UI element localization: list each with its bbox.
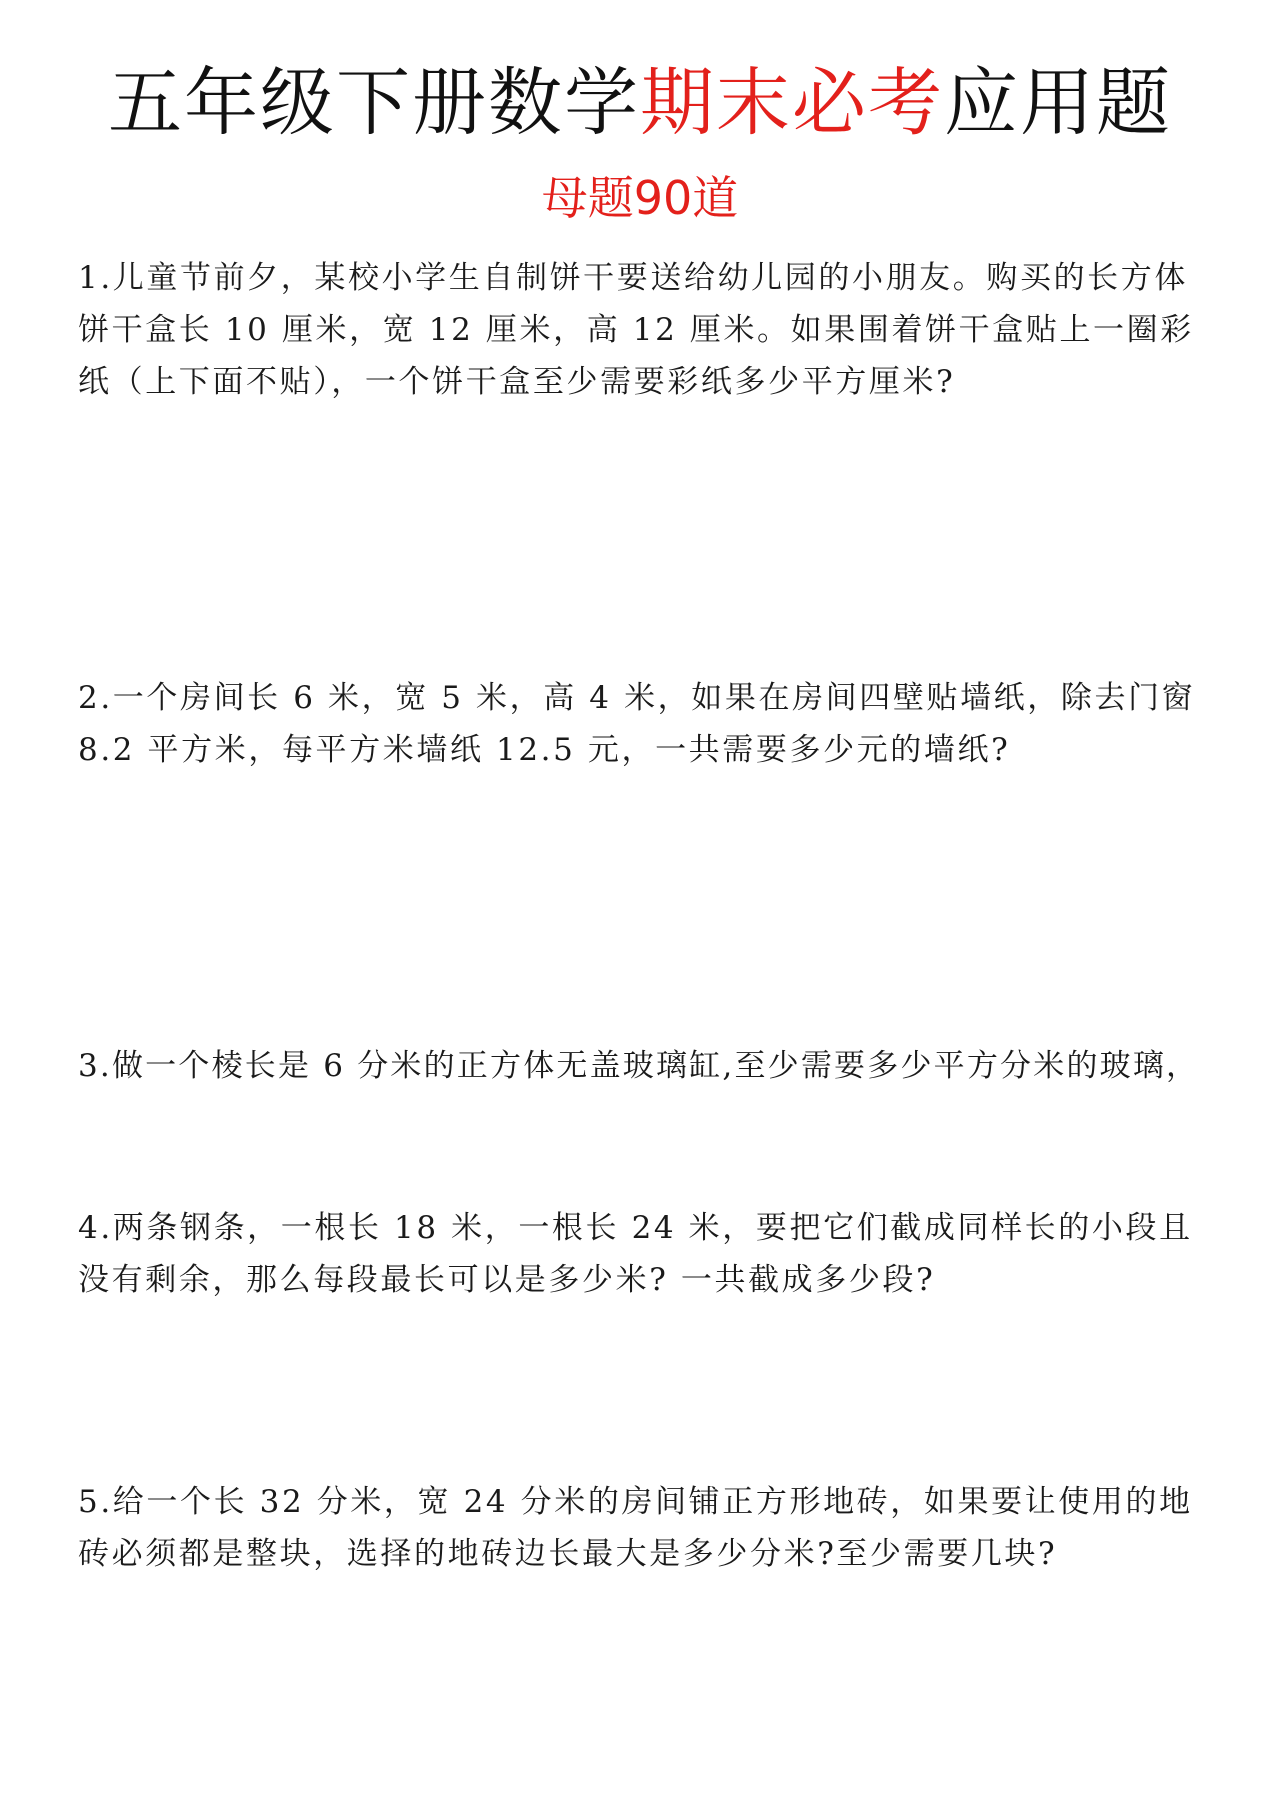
question-3: 3.做一个棱长是 6 分米的正方体无盖玻璃缸,至少需要多少平方分米的玻璃， [78, 1048, 1200, 1084]
question-1: 1.儿童节前夕，某校小学生自制饼干要送给幼儿园的小朋友。购买的长方体饼干盒长 10 厘米，宽 12 厘米，高 12 厘米。如果围着饼干盒贴上一圈彩纸（上下面不贴），一个饼干盒至少需要彩纸多少平方厘米? [78, 260, 1194, 400]
question-2: 2.一个房间长 6 米，宽 5 米，高 4 米，如果在房间四壁贴墙纸，除去门窗 8.2 平方米，每平方米墙纸 12.5 元，一共需要多少元的墙纸? [78, 680, 1196, 768]
page-subtitle: 母题90道 [541, 171, 739, 225]
title-part-1: 五年级下册数学 [108, 60, 640, 146]
question-5: 5.给一个长 32 分米，宽 24 分米的房间铺正方形地砖，如果要让使用的地砖必须都是整块，选择的地砖边长最大是多少分米?至少需要几块? [78, 1484, 1193, 1572]
title-part-2: 应用题 [944, 60, 1172, 146]
question-4: 4.两条钢条，一根长 18 米，一根长 24 米，要把它们截成同样长的小段且没有剩余，那么每段最长可以是多少米? 一共截成多少段? [78, 1210, 1193, 1298]
title-highlight: 期末必考 [640, 60, 944, 146]
page-title [0, 58, 1280, 148]
